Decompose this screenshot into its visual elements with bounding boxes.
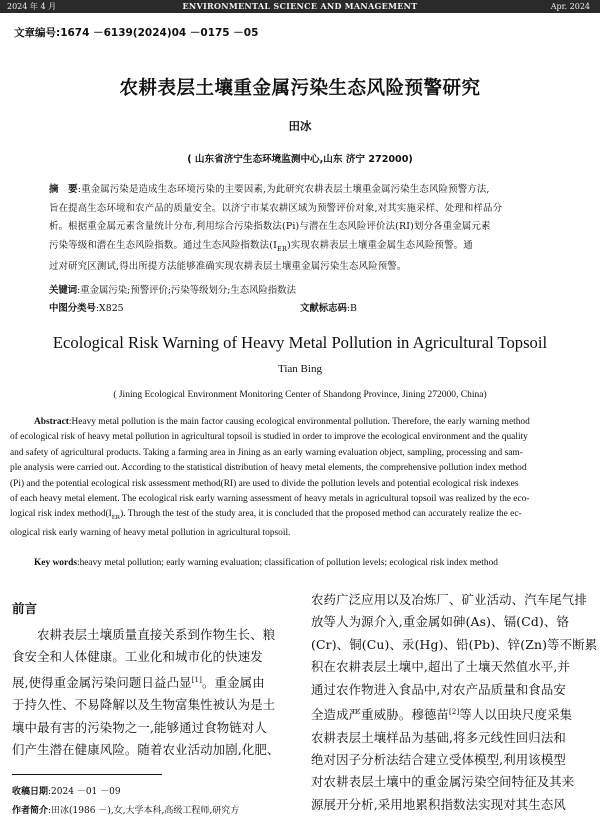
journal-name: ENVIRONMENTAL SCIENCE AND MANAGEMENT — [182, 1, 418, 11]
footnote-received — [12, 784, 121, 797]
author-en: Tian Bing — [278, 363, 322, 375]
intro-right-column — [311, 589, 598, 816]
para-line: 食安全和人体健康。工业化和城市化的快速发 — [12, 649, 263, 665]
abstract-en-line-3: and safety of agricultural products. Taking a farming area in Jining as an early warning evaluation object, sampling, processing and sam- — [10, 447, 523, 458]
para-line: 对农耕表层土壤中的重金属污染空间特征及其来 — [311, 774, 575, 790]
footnote-divider — [12, 774, 162, 775]
abstract-en-line-5: (Pi) and the potential ecological risk assessment method(RI) are used to divide the pollution levels and potential ecological risk indexes — [10, 478, 519, 489]
para-line: 通过农作物进入食品中,对农产品质量和食品安 — [311, 681, 566, 697]
running-header — [0, 0, 600, 13]
affiliation-en: ( Jining Ecological Environment Monitoring Center of Shandong Province, Jining 272000, China) — [113, 390, 487, 400]
abstract-en-line-8: ological risk early warning of heavy metal pollution in agricultural topsoil. — [10, 527, 291, 538]
abstract-en-line-2: of ecological risk of heavy metal pollution in agricultural topsoil is studied in order to improve the ecological environment and the quality — [10, 432, 528, 443]
affiliation-cn: ( 山东省济宁生态环境监测中心,山东 济宁 272000) — [187, 154, 413, 165]
para-line: 农耕表层土壤质量直接关系到作物生长、粮 — [37, 627, 276, 642]
clc-label: 中图分类号 — [49, 303, 96, 314]
section-heading-intro: 前言 — [12, 601, 38, 616]
abstract-en-line-1: Abstract:Heavy metal pollution is the main factor causing ecological environmental pollution. Therefore, the early warning method — [34, 417, 530, 427]
footnote-author — [12, 803, 239, 816]
header-date-cn: 2024 年 4 月 — [7, 2, 57, 11]
doc-code-value: :B — [346, 303, 357, 314]
abstract-cn-line-1: 摘 要:重金属污染是造成生态环境污染的主要因素,为此研究农耕表层土壤重金属污染生态风险预警方法, — [49, 184, 490, 195]
author-bio: :田冰(1986 －),女,大学本科,高级工程师,研究方 — [48, 806, 240, 816]
para-line: 农耕表层土壤样品为基础,将多元线性回归法和 — [311, 729, 566, 745]
keywords-cn — [49, 282, 296, 296]
keywords-cn-text: :重金属污染;预警评价;污染等级划分;生态风险指数法 — [77, 285, 297, 296]
subscript-er: ER — [277, 244, 288, 253]
received-label: 收稿日期 — [12, 787, 49, 797]
para-line: 农药广泛应用以及冶炼厂、矿业活动、汽车尾气排 — [311, 592, 587, 607]
para-line: 源展开分析,采用地累积指数法实现对其生态风 — [311, 796, 566, 812]
clc-number — [49, 300, 124, 314]
clc-value: :X825 — [95, 303, 124, 314]
abstract-cn-label: 摘 要 — [49, 184, 78, 195]
title-cn: 农耕表层土壤重金属污染生态风险预警研究 — [119, 78, 481, 99]
keywords-en-label: Key words — [34, 558, 77, 568]
para-line: 壤中最有害的污染物之一,能够通过食物链对人 — [12, 719, 267, 735]
para-line: 全造成严重威胁。穆德苗[2]等人以田块尺度采集 — [311, 707, 573, 723]
para-line: 积在农耕表层土壤中,超出了土壤天然值水平,并 — [311, 659, 570, 675]
intro-left-column — [12, 624, 292, 762]
abstract-cn-line-5: 过对研究区测试,得出所提方法能够准确实现农耕表层土壤重金属污染生态风险预警。 — [49, 261, 407, 273]
abstract-en — [10, 415, 590, 541]
abstract-cn — [49, 181, 569, 277]
author-bio-label: 作者简介 — [12, 806, 49, 816]
citation-ref[interactable]: [1] — [191, 675, 203, 684]
para-line: 们产生潜在健康风险。随着农业活动加剧,化肥、 — [12, 742, 280, 758]
doc-code-label: 文献标志码 — [300, 303, 347, 314]
abstract-en-line-7: logical risk index $method(I_{ER})$. Through the test of the study area, it is concluded that the proposed method can accurately realize the ec- — [10, 509, 522, 522]
keywords-cn-label: 关键词 — [49, 285, 78, 296]
abstract-cn-line-4: 污染等级和潜在生态风险指数。通过生态风险指数法$(I_{ER})$实现农耕表层土壤重金属生态风险预警。通 — [49, 239, 473, 253]
para-line: 展,使得重金属污染问题日益凸显[1]。重金属由 — [12, 674, 265, 690]
abstract-cn-line-3: 析。根据重金属元素含量统计分布,利用综合污染指数法(Pi)与潜在生态风险评价法(RI)划分各重金属元素 — [49, 221, 491, 233]
abstract-cn-line-2: 旨在提高生态环境和农产品的质量安全。以济宁市某农耕区域为预警评价对象,对其实施采样、处理和样品分 — [49, 202, 503, 214]
abstract-en-line-4: ple analysis were carried out. According to the statistical distribution of heavy metal elements, the comprehensive pollution index method — [10, 463, 527, 474]
subscript-er-en: ER — [111, 514, 121, 522]
article-number: 文章编号:1674 －6139(2024)04 －0175 －05 — [14, 27, 259, 39]
keywords-en — [34, 556, 498, 571]
abstract-en-label: Abstract — [34, 417, 69, 427]
abstract-en-line-6: of each heavy metal element. The ecological risk early warning assessment of heavy metals in agricultural topsoil was realized by the eco- — [10, 494, 530, 505]
citation-ref[interactable]: [2] — [448, 708, 460, 717]
document-code — [300, 300, 357, 314]
keywords-en-text: :heavy metal pollution; early warning evaluation; classification of pollution levels; ecological risk index method — [76, 558, 498, 568]
title-en: Ecological Risk Warning of Heavy Metal Pollution in Agricultural Topsoil — [52, 333, 548, 352]
para-line: 放等人为源介入,重金属如砷(As)、镉(Cd)、铬 — [311, 614, 569, 630]
received-date: :2024 －01 －09 — [48, 787, 121, 797]
para-line: (Cr)、铜(Cu)、汞(Hg)、铅(Pb)、锌(Zn)等不断累 — [311, 636, 598, 652]
author-cn: 田冰 — [288, 119, 312, 133]
para-line: 于持久性、不易降解以及生物富集性被认为是土 — [12, 697, 276, 713]
para-line: 绝对因子分析法结合建立受体模型,利用该模型 — [311, 751, 566, 767]
header-date-en: Apr. 2024 — [550, 2, 590, 11]
